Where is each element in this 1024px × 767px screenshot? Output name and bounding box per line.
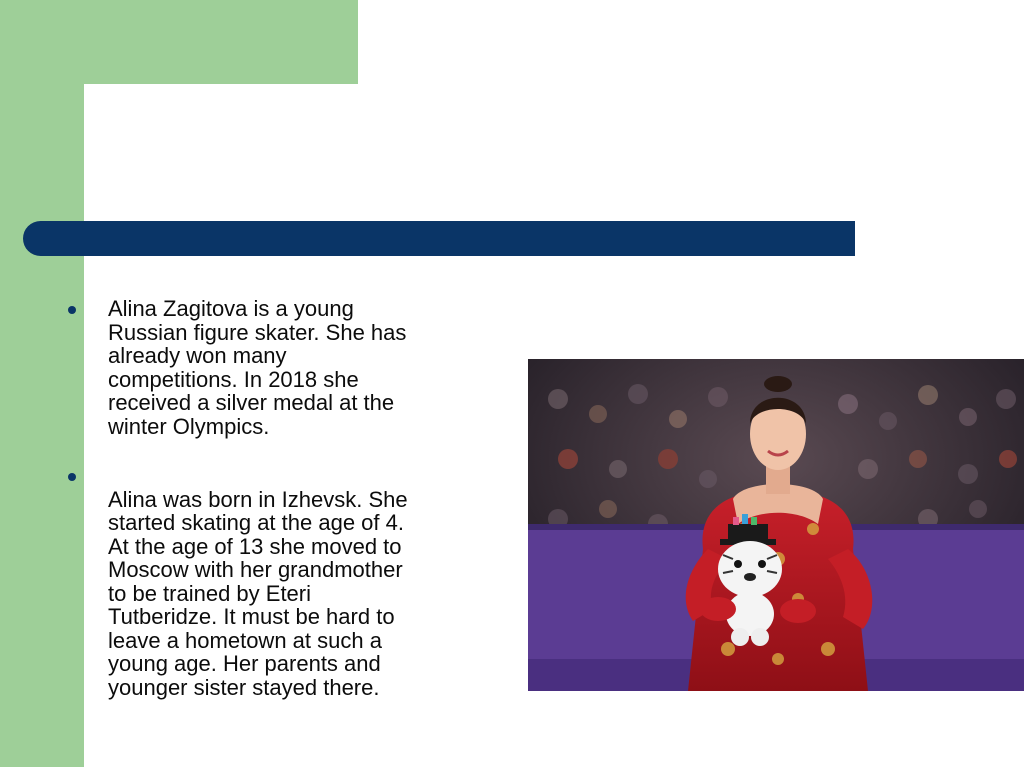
- bullet-text: Alina was born in Izhevsk. She started skating at the age of 4. At the age of 13 she moved to Moscow with her grandmother to be trained by Eteri Tutberidze. It must be hard to leave a hometown at such a young age. Her parents and younger sister stayed there.: [108, 486, 408, 700]
- skater-photo: [528, 359, 1024, 691]
- green-top-band: [0, 0, 358, 84]
- title-bar: [23, 221, 855, 256]
- empty-line: [108, 464, 488, 488]
- bullet-list: [68, 297, 488, 699]
- bullet-item-2: [68, 464, 488, 699]
- skater-photo-illustration: [528, 359, 1024, 691]
- bullet-dot-icon: [68, 473, 76, 481]
- bullet-text: Alina Zagitova is a young Russian figure skater. She has already won many competitions. In 2018 she received a silver medal at the winter Olympics.: [108, 296, 407, 439]
- bullet-dot-icon: [68, 306, 76, 314]
- bullet-item-1: [68, 297, 488, 438]
